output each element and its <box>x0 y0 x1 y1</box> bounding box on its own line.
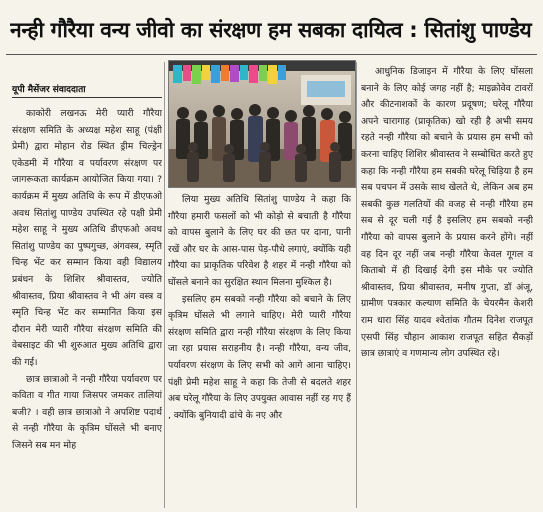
article-column-2 <box>168 192 351 508</box>
group-photo-image <box>169 61 355 187</box>
article-column-3 <box>361 64 533 508</box>
paragraph: लिया मुख्य अतिथि सितांशु पाण्डेय ने कहा कि गौरैया हमारी फसलों को भी कोड़ो से बचाती है गौरैया को वापस बुलाने के लिए घर की छत पर दाना, पानी रखें और घर के आस-पास पेड़-पौधे लगाएं, क्योंकि यही गौरैया का प्राकृतिक परिवेश है शहर में नन्ही गौरैया को घोंसले बनाने का सुरक्षित स्थान मिलना मुश्किल है। <box>168 194 351 288</box>
event-photo <box>168 60 356 188</box>
paragraph: काकोरी लखनऊ मेरी प्यारी गौरैया संरक्षण समिति के अध्यक्ष महेश साहू (पंक्षी प्रेमी) द्वारा मोहान रोड स्थित ड्रीम चिल्ड्रेन एकेडमी में गौरैया व पर्यावरण संरक्षण पर जागरूकता कार्यक्रम आयोजित किया गया। ?कार्यक्रम में मुख्य अतिथि के रूप में डीएफओ अवध सितांशु पाण्डेय उपस्थित रहे पक्षी प्रेमी महेश साहू ने मुख्य अतिथि डीएफओ अवध सितांशु पाण्डेय का पुष्पगुच्छ, अंगवस्त्र, स्मृति चिन्ह भेंट कर सम्मान किया वही विद्यालय प्रबंधन के शिशिर श्रीवास्तव, ज्योति श्रीवास्तव, प्रिया श्रीवास्तव ने भी अंग वस्त्र व स्मृति चिन्ह भेंट कर सम्मानित किया इस दौरान मेरी प्यारी गौरैया संरक्षण समिति की वेबसाइट की भी शुरुआत मुख्य अतिथि द्वारा की गई। <box>12 108 162 368</box>
column-divider <box>164 62 165 508</box>
paragraph: छात्र छात्राओ ने नन्ही गौरैया पर्यावरण पर कविता व गीत गाया जिसपर जमकर तालियां बजी? । वही छात्र छात्राओ ने अपशिष्ट पदार्थ से नन्ही गौरैया के कृत्रिम घोंसले भी बनाए जिसने सब मन मोह <box>12 373 162 451</box>
article-column-1 <box>12 106 162 508</box>
paragraph: आधुनिक डिजाइन में गौरैया के लिए घोंसला बनाने के लिए कोई जगह नहीं है; माइक्रोवेव टावरों और कीटनाशकों के कारण प्रदूषण; घरेलू गौरैया अपने चारागाह (प्राकृतिक) खो रही है अभी समय रहते नन्ही गौरैया को बचाने के प्रयास हम सभी को करना चाहिए शिशिर श्रीवास्तव ने सम्बोधित करते हुए कहा कि नन्ही गौरैया हम सबकी घरेलू चिड़िया है हम सब पचपन में उसके साथ खेलते थे, लेकिन अब हम सबकी कुछ गलतियों की वजह से नन्ही गौरैया हम सब से दूर चली गई है इसलिए हम सबको नन्ही गौरैया को वापस बुलाने के प्रयास करने होंगे। नहीं वह दिन दूर नहीं जब नन्ही गौरैया केवल गूगल व किताबो में ही दिखाई देगी इस मौके पर ज्योति श्रीवास्तव, प्रिया श्रीवास्तव, मनीष गुप्ता, डॉ अंजू, ग्रामीण पत्रकार कल्याण समिति के चेयरमैन केशरी राम धारा सिंह यादव श्वेतांक गौतम दिनेश राजपूत एसपी सिंह चौहान आकाश राजपूत सहित सैकड़ों छात्र छात्राएं व गणमान्य लोग उपस्थित रहे। <box>361 66 533 360</box>
headline-rule <box>6 54 537 55</box>
column-divider <box>356 62 357 508</box>
paragraph: इसलिए हम सबको नन्ही गौरैया को बचाने के लिए कृत्रिम घोंसले भी लगाने चाहिए। मेरी प्यारी गौरैया संरक्षण समिति द्वारा नन्ही गौरैया संरक्षण के लिए किया जा रहा प्रयास सराहनीय है। नन्ही गौरैया, वन्य जीव, पर्यावरण संरक्षण के लिए सभी को आगे आना चाहिए।पंक्षी प्रेमी महेश साहू ने कहा कि तेजी से बदलते शहर अब घरेलू गौरैया के लिए उपयुक्त आवास नहीं रह गए हैं , क्योंकि बुनियादी ढांचे के नए और <box>168 293 351 421</box>
byline: यूपी मैसेंजर संवाददाता <box>12 82 162 98</box>
article-headline: नन्ही गौरैया वन्य जीवो का संरक्षण हम सबका दायित्व : सितांशु पाण्डेय <box>10 18 532 42</box>
